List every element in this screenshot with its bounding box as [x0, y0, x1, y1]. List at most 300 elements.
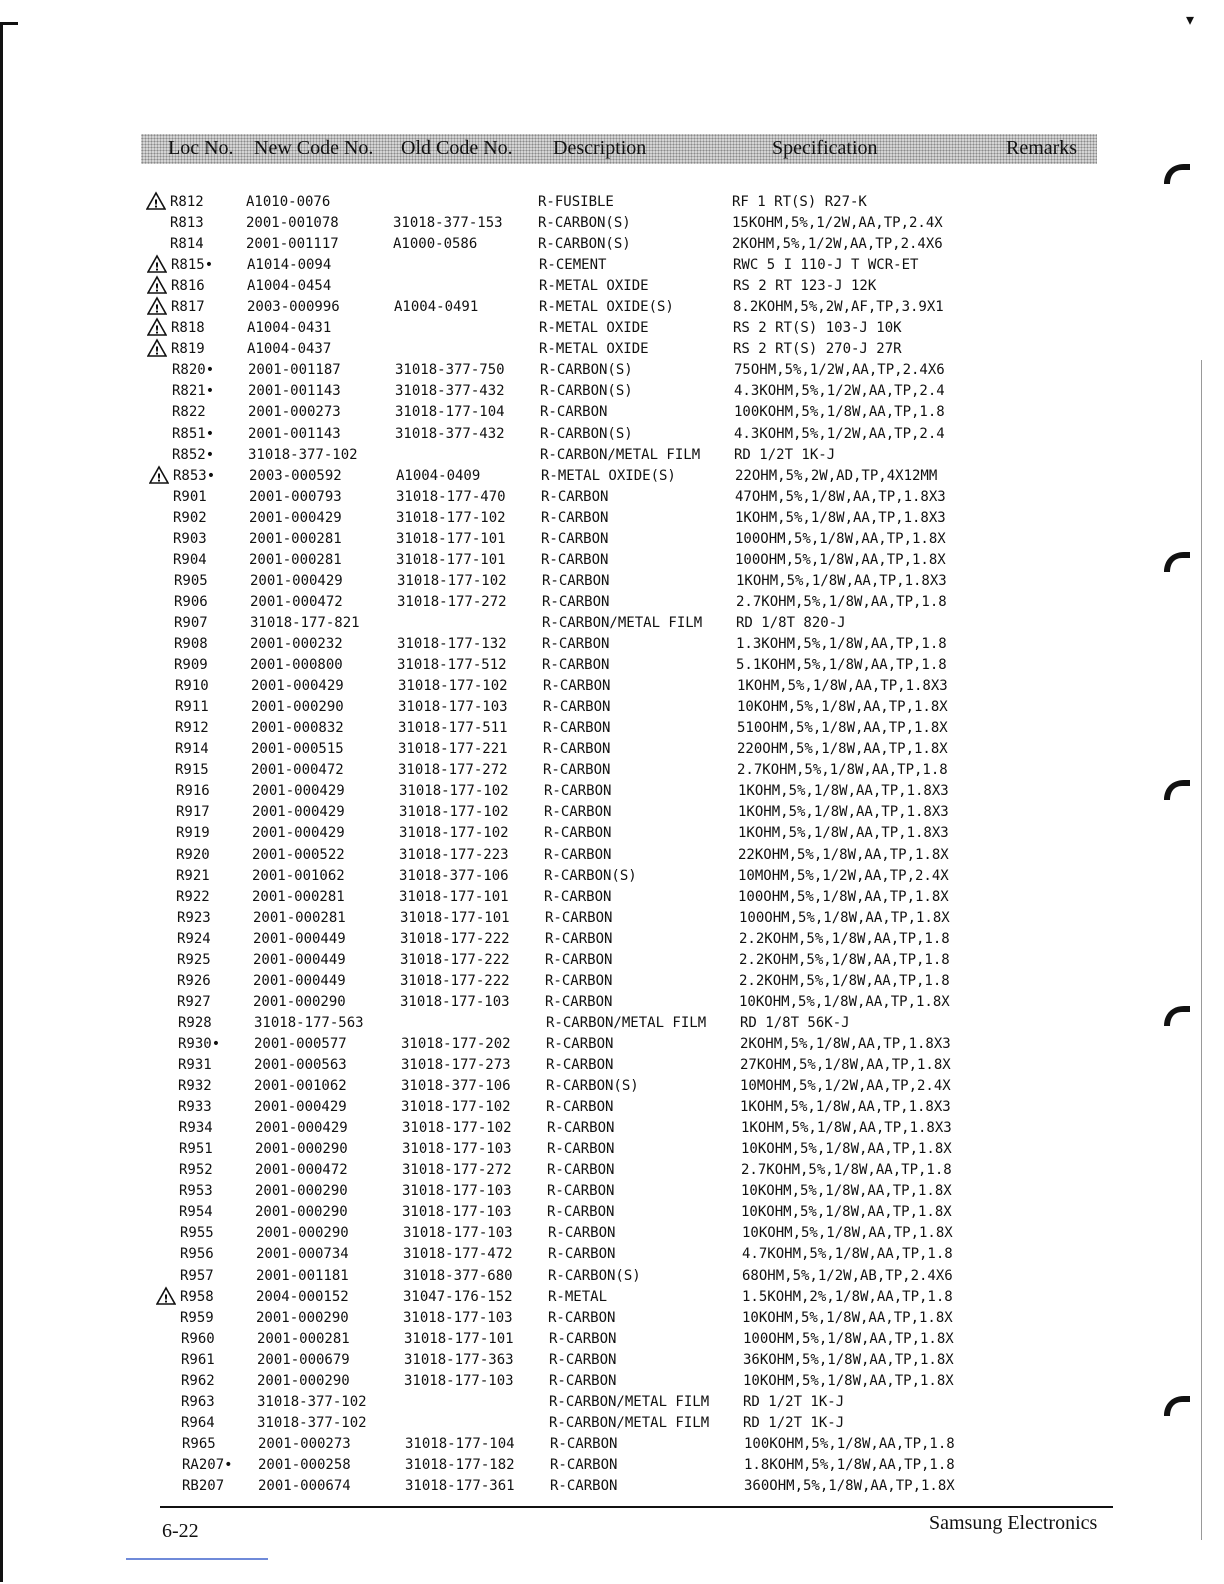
description-cell: R-CARBON	[549, 1373, 617, 1389]
description-cell: R-CARBON	[544, 889, 612, 905]
old-code-cell: 31018-177-132	[397, 636, 507, 652]
old-code-cell: 31018-377-432	[395, 383, 505, 399]
new-code-cell: 2001-000472	[250, 594, 343, 610]
new-code-cell: 2001-000449	[253, 952, 346, 968]
new-code-cell: 2001-000290	[253, 994, 346, 1010]
loc-no-cell: R908	[174, 636, 208, 652]
description-cell: R-CARBON	[546, 1057, 614, 1073]
specification-cell: 10KOHM,5%,1/8W,AA,TP,1.8X	[737, 699, 948, 715]
header-remarks: Remarks	[1006, 137, 1078, 159]
loc-no-cell: R922	[176, 889, 210, 905]
old-code-cell: 31018-377-432	[395, 426, 505, 442]
new-code-cell: 2004-000152	[256, 1289, 349, 1305]
specification-cell: 10KOHM,5%,1/8W,AA,TP,1.8X	[743, 1373, 954, 1389]
specification-cell: 22OHM,5%,2W,AD,TP,4X12MM	[735, 468, 938, 484]
old-code-cell: 31018-177-103	[402, 1204, 512, 1220]
specification-cell: 10KOHM,5%,1/8W,AA,TP,1.8X	[742, 1310, 953, 1326]
description-cell: R-CARBON(S)	[544, 868, 637, 884]
new-code-cell: 2001-000281	[253, 910, 346, 926]
description-cell: R-CARBON	[546, 1099, 614, 1115]
new-code-cell: 2001-001078	[246, 215, 339, 231]
new-code-cell: 2001-000832	[251, 720, 344, 736]
right-edge-line	[1201, 360, 1202, 1540]
specification-cell: 10KOHM,5%,1/8W,AA,TP,1.8X	[741, 1183, 952, 1199]
loc-no-cell: R903	[173, 531, 207, 547]
specification-cell: 100OHM,5%,1/8W,AA,TP,1.8X	[739, 910, 950, 926]
description-cell: R-CARBON	[543, 720, 611, 736]
loc-no-cell: R813	[170, 215, 204, 231]
loc-no-cell: R815•	[171, 257, 214, 273]
company-name: Samsung Electronics	[929, 1512, 1098, 1534]
description-cell: R-CARBON	[545, 910, 613, 926]
specification-cell: RD 1/8T 820-J	[736, 615, 846, 631]
specification-cell: 4.7KOHM,5%,1/8W,AA,TP,1.8	[742, 1246, 953, 1262]
description-cell: R-CARBON(S)	[546, 1078, 639, 1094]
specification-cell: 1KOHM,5%,1/8W,AA,TP,1.8X3	[737, 678, 948, 694]
description-cell: R-CARBON	[541, 510, 609, 526]
header-specification: Specification	[772, 137, 878, 159]
old-code-cell: 31018-177-272	[397, 594, 507, 610]
loc-no-cell: R932	[178, 1078, 212, 1094]
loc-no-cell: R931	[178, 1057, 212, 1073]
new-code-cell: 2001-000232	[250, 636, 343, 652]
specification-cell: 2.7KOHM,5%,1/8W,AA,TP,1.8	[736, 594, 947, 610]
old-code-cell: A1004-0491	[394, 299, 479, 315]
specification-cell: 510OHM,5%,1/8W,AA,TP,1.8X	[737, 720, 948, 736]
new-code-cell: 2001-000429	[252, 783, 345, 799]
old-code-cell: 31018-377-106	[401, 1078, 511, 1094]
safety-warning-icon	[147, 317, 167, 337]
old-code-cell: A1004-0409	[396, 468, 481, 484]
new-code-cell: 31018-377-102	[248, 447, 358, 463]
binder-hole-mark	[1160, 1392, 1194, 1418]
svg-text:!: !	[154, 281, 160, 295]
safety-warning-icon	[147, 296, 167, 316]
description-cell: R-CARBON	[542, 636, 610, 652]
loc-no-cell: R951	[179, 1141, 213, 1157]
specification-cell: RS 2 RT 123-J 12K	[733, 278, 877, 294]
description-cell: R-CARBON	[544, 825, 612, 841]
description-cell: R-FUSIBLE	[538, 194, 614, 210]
loc-no-cell: R902	[173, 510, 207, 526]
loc-no-cell: R914	[175, 741, 209, 757]
new-code-cell: 2003-000996	[247, 299, 340, 315]
new-code-cell: 2001-000273	[258, 1436, 351, 1452]
svg-text:!: !	[154, 260, 160, 274]
loc-no-cell: R926	[177, 973, 211, 989]
description-cell: R-CARBON	[543, 762, 611, 778]
old-code-cell: 31018-177-511	[398, 720, 508, 736]
new-code-cell: A1014-0094	[247, 257, 332, 273]
new-code-cell: 31018-377-102	[257, 1394, 367, 1410]
description-cell: R-CARBON	[545, 994, 613, 1010]
scan-artifact-line	[126, 1558, 268, 1560]
loc-no-cell: R924	[177, 931, 211, 947]
new-code-cell: 2001-000449	[253, 973, 346, 989]
binding-edge-left	[0, 22, 3, 1582]
page-number: 6-22	[162, 1520, 199, 1542]
new-code-cell: 2001-000290	[251, 699, 344, 715]
new-code-cell: 31018-177-563	[254, 1015, 364, 1031]
specification-cell: 68OHM,5%,1/2W,AB,TP,2.4X6	[742, 1268, 953, 1284]
specification-cell: 2.7KOHM,5%,1/8W,AA,TP,1.8	[737, 762, 948, 778]
specification-cell: 360OHM,5%,1/8W,AA,TP,1.8X	[744, 1478, 955, 1494]
specification-cell: 10MOHM,5%,1/2W,AA,TP,2.4X	[740, 1078, 951, 1094]
description-cell: R-CARBON	[545, 973, 613, 989]
specification-cell: 2.2KOHM,5%,1/8W,AA,TP,1.8	[739, 952, 950, 968]
old-code-cell: 31047-176-152	[403, 1289, 513, 1305]
specification-cell: 75OHM,5%,1/2W,AA,TP,2.4X6	[734, 362, 945, 378]
specification-cell: 2.2KOHM,5%,1/8W,AA,TP,1.8	[739, 931, 950, 947]
loc-no-cell: R953	[179, 1183, 213, 1199]
svg-text:!: !	[154, 323, 160, 337]
safety-warning-icon	[156, 1286, 176, 1306]
description-cell: R-CEMENT	[539, 257, 607, 273]
specification-cell: 10KOHM,5%,1/8W,AA,TP,1.8X	[739, 994, 950, 1010]
old-code-cell: 31018-177-222	[400, 952, 510, 968]
specification-cell: 100KOHM,5%,1/8W,AA,TP,1.8	[734, 404, 945, 420]
description-cell: R-CARBON	[547, 1204, 615, 1220]
description-cell: R-CARBON	[549, 1331, 617, 1347]
old-code-cell: 31018-177-102	[399, 825, 509, 841]
description-cell: R-CARBON	[550, 1457, 618, 1473]
loc-no-cell: R851•	[172, 426, 215, 442]
old-code-cell: 31018-177-361	[405, 1478, 515, 1494]
loc-no-cell: R821•	[172, 383, 215, 399]
description-cell: R-CARBON	[550, 1436, 618, 1452]
description-cell: R-CARBON	[542, 657, 610, 673]
description-cell: R-CARBON	[548, 1225, 616, 1241]
specification-cell: RS 2 RT(S) 103-J 10K	[733, 320, 902, 336]
description-cell: R-CARBON	[550, 1478, 618, 1494]
footer-rule	[160, 1506, 1113, 1508]
old-code-cell: 31018-177-101	[400, 910, 510, 926]
new-code-cell: 2001-000734	[256, 1246, 349, 1262]
specification-cell: 1.8KOHM,5%,1/8W,AA,TP,1.8	[744, 1457, 955, 1473]
old-code-cell: 31018-177-101	[396, 552, 506, 568]
old-code-cell: 31018-177-103	[403, 1310, 513, 1326]
specification-cell: 1KOHM,5%,1/8W,AA,TP,1.8X3	[738, 804, 949, 820]
description-cell: R-METAL OXIDE	[539, 320, 649, 336]
description-cell: R-CARBON	[547, 1183, 615, 1199]
specification-cell: 2.7KOHM,5%,1/8W,AA,TP,1.8	[741, 1162, 952, 1178]
description-cell: R-METAL OXIDE(S)	[539, 299, 674, 315]
description-cell: R-CARBON/METAL FILM	[542, 615, 703, 631]
specification-cell: 4.3KOHM,5%,1/2W,AA,TP,2.4	[734, 426, 945, 442]
loc-no-cell: R814	[170, 236, 204, 252]
description-cell: R-CARBON	[545, 952, 613, 968]
loc-no-cell: R817	[171, 299, 205, 315]
binder-hole-mark	[1160, 548, 1194, 574]
loc-no-cell: R958	[180, 1289, 214, 1305]
new-code-cell: 2001-000563	[254, 1057, 347, 1073]
safety-warning-icon	[147, 338, 167, 358]
new-code-cell: 2001-000429	[249, 510, 342, 526]
old-code-cell: 31018-177-102	[399, 804, 509, 820]
description-cell: R-CARBON	[547, 1120, 615, 1136]
new-code-cell: 2001-000290	[255, 1141, 348, 1157]
description-cell: R-CARBON(S)	[540, 362, 633, 378]
header-old-code-no: Old Code No.	[401, 137, 513, 159]
binder-hole-mark	[1160, 1002, 1194, 1028]
description-cell: R-CARBON	[545, 931, 613, 947]
old-code-cell: 31018-177-182	[405, 1457, 515, 1473]
old-code-cell: 31018-177-101	[396, 531, 506, 547]
loc-no-cell: R853•	[173, 468, 216, 484]
new-code-cell: 31018-377-102	[257, 1415, 367, 1431]
specification-cell: 27KOHM,5%,1/8W,AA,TP,1.8X	[740, 1057, 951, 1073]
description-cell: R-CARBON(S)	[540, 383, 633, 399]
description-cell: R-CARBON	[547, 1162, 615, 1178]
new-code-cell: 2001-000290	[256, 1310, 349, 1326]
description-cell: R-CARBON/METAL FILM	[549, 1415, 710, 1431]
specification-cell: 5.1KOHM,5%,1/8W,AA,TP,1.8	[736, 657, 947, 673]
specification-cell: 8.2KOHM,5%,2W,AF,TP,3.9X1	[733, 299, 944, 315]
loc-no-cell: R962	[181, 1373, 215, 1389]
svg-text:!: !	[156, 471, 162, 485]
old-code-cell: 31018-177-103	[400, 994, 510, 1010]
specification-cell: 1.3KOHM,5%,1/8W,AA,TP,1.8	[736, 636, 947, 652]
loc-no-cell: R930•	[178, 1036, 221, 1052]
new-code-cell: 2001-001117	[246, 236, 339, 252]
specification-cell: 2KOHM,5%,1/8W,AA,TP,1.8X3	[740, 1036, 951, 1052]
new-code-cell: A1004-0437	[247, 341, 332, 357]
old-code-cell: 31018-377-750	[395, 362, 505, 378]
old-code-cell: 31018-177-102	[402, 1120, 512, 1136]
loc-no-cell: R901	[173, 489, 207, 505]
loc-no-cell: R819	[171, 341, 205, 357]
old-code-cell: 31018-177-103	[398, 699, 508, 715]
specification-cell: 1.5KOHM,2%,1/8W,AA,TP,1.8	[742, 1289, 953, 1305]
specification-cell: 100OHM,5%,1/8W,AA,TP,1.8X	[735, 552, 946, 568]
header-description: Description	[553, 137, 647, 159]
loc-no-cell: RB207	[182, 1478, 225, 1494]
old-code-cell: 31018-177-102	[397, 573, 507, 589]
old-code-cell: 31018-177-103	[402, 1141, 512, 1157]
specification-cell: RD 1/8T 56K-J	[740, 1015, 850, 1031]
old-code-cell: 31018-177-472	[403, 1246, 513, 1262]
specification-cell: 220OHM,5%,1/8W,AA,TP,1.8X	[737, 741, 948, 757]
loc-no-cell: R915	[175, 762, 209, 778]
new-code-cell: 2001-000429	[254, 1099, 347, 1115]
specification-cell: 2KOHM,5%,1/2W,AA,TP,2.4X6	[732, 236, 943, 252]
specification-cell: 100KOHM,5%,1/8W,AA,TP,1.8	[744, 1436, 955, 1452]
old-code-cell: 31018-177-102	[398, 678, 508, 694]
new-code-cell: 2001-000429	[252, 825, 345, 841]
old-code-cell: 31018-177-272	[398, 762, 508, 778]
svg-text:!: !	[154, 302, 160, 316]
loc-no-cell: R956	[180, 1246, 214, 1262]
loc-no-cell: R923	[177, 910, 211, 926]
description-cell: R-CARBON	[541, 552, 609, 568]
description-cell: R-CARBON/METAL FILM	[549, 1394, 710, 1410]
new-code-cell: 2001-001181	[256, 1268, 349, 1284]
description-cell: R-CARBON	[544, 804, 612, 820]
description-cell: R-CARBON(S)	[538, 215, 631, 231]
loc-no-cell: R816	[171, 278, 205, 294]
loc-no-cell: R959	[180, 1310, 214, 1326]
loc-no-cell: R954	[179, 1204, 213, 1220]
header-new-code-no: New Code No.	[254, 137, 374, 159]
corner-mark: ▾	[1186, 10, 1195, 29]
specification-cell: 10KOHM,5%,1/8W,AA,TP,1.8X	[742, 1225, 953, 1241]
new-code-cell: 2001-000281	[252, 889, 345, 905]
loc-no-cell: R820•	[172, 362, 215, 378]
old-code-cell: 31018-177-202	[401, 1036, 511, 1052]
old-code-cell: 31018-177-273	[401, 1057, 511, 1073]
old-code-cell: 31018-177-512	[397, 657, 507, 673]
description-cell: R-CARBON	[548, 1246, 616, 1262]
description-cell: R-CARBON(S)	[538, 236, 631, 252]
description-cell: R-CARBON	[543, 741, 611, 757]
loc-no-cell: RA207•	[182, 1457, 233, 1473]
binder-hole-mark	[1160, 160, 1194, 186]
old-code-cell: 31018-377-153	[393, 215, 503, 231]
old-code-cell: 31018-177-221	[398, 741, 508, 757]
loc-no-cell: R917	[176, 804, 210, 820]
loc-no-cell: R911	[175, 699, 209, 715]
specification-cell: 10MOHM,5%,1/2W,AA,TP,2.4X	[738, 868, 949, 884]
new-code-cell: 2001-000258	[258, 1457, 351, 1473]
specification-cell: RF 1 RT(S) R27-K	[732, 194, 867, 210]
specification-cell: RWC 5 I 110-J T WCR-ET	[733, 257, 919, 273]
specification-cell: 15KOHM,5%,1/2W,AA,TP,2.4X	[732, 215, 943, 231]
new-code-cell: 2001-000273	[248, 404, 341, 420]
new-code-cell: A1004-0431	[247, 320, 332, 336]
description-cell: R-METAL	[548, 1289, 608, 1305]
loc-no-cell: R957	[180, 1268, 214, 1284]
loc-no-cell: R906	[174, 594, 208, 610]
old-code-cell: 31018-177-223	[399, 847, 509, 863]
description-cell: R-CARBON	[540, 404, 608, 420]
new-code-cell: 2001-001143	[248, 426, 341, 442]
old-code-cell: 31018-177-222	[400, 931, 510, 947]
loc-no-cell: R964	[181, 1415, 215, 1431]
specification-cell: 100OHM,5%,1/8W,AA,TP,1.8X	[743, 1331, 954, 1347]
description-cell: R-CARBON	[548, 1310, 616, 1326]
specification-cell: RD 1/2T 1K-J	[743, 1415, 845, 1431]
specification-cell: RD 1/2T 1K-J	[734, 447, 836, 463]
loc-no-cell: R928	[178, 1015, 212, 1031]
specification-cell: 10KOHM,5%,1/8W,AA,TP,1.8X	[741, 1141, 952, 1157]
loc-no-cell: R961	[181, 1352, 215, 1368]
old-code-cell: 31018-177-101	[399, 889, 509, 905]
description-cell: R-CARBON	[544, 847, 612, 863]
loc-no-cell: R960	[181, 1331, 215, 1347]
safety-warning-icon	[146, 191, 166, 211]
description-cell: R-CARBON	[542, 573, 610, 589]
old-code-cell: 31018-177-102	[399, 783, 509, 799]
new-code-cell: 2001-000281	[249, 552, 342, 568]
description-cell: R-CARBON(S)	[540, 426, 633, 442]
specification-cell: 100OHM,5%,1/8W,AA,TP,1.8X	[735, 531, 946, 547]
safety-warning-icon	[149, 465, 169, 485]
old-code-cell: 31018-377-106	[399, 868, 509, 884]
loc-no-cell: R852•	[172, 447, 215, 463]
loc-no-cell: R818	[171, 320, 205, 336]
description-cell: R-CARBON(S)	[548, 1268, 641, 1284]
specification-cell: 1KOHM,5%,1/8W,AA,TP,1.8X3	[740, 1099, 951, 1115]
old-code-cell: 31018-177-363	[404, 1352, 514, 1368]
new-code-cell: 2001-000449	[253, 931, 346, 947]
old-code-cell: 31018-177-470	[396, 489, 506, 505]
new-code-cell: 2001-001062	[254, 1078, 347, 1094]
new-code-cell: 2001-000793	[249, 489, 342, 505]
description-cell: R-CARBON/METAL FILM	[540, 447, 701, 463]
loc-no-cell: R955	[180, 1225, 214, 1241]
header-loc-no: Loc No.	[168, 137, 234, 159]
loc-no-cell: R919	[176, 825, 210, 841]
old-code-cell: 31018-177-104	[405, 1436, 515, 1452]
loc-no-cell: R920	[176, 847, 210, 863]
specification-cell: 1KOHM,5%,1/8W,AA,TP,1.8X3	[738, 825, 949, 841]
description-cell: R-CARBON	[544, 783, 612, 799]
safety-warning-icon	[147, 275, 167, 295]
loc-no-cell: R916	[176, 783, 210, 799]
description-cell: R-CARBON	[549, 1352, 617, 1368]
specification-cell: RS 2 RT(S) 270-J 27R	[733, 341, 902, 357]
description-cell: R-METAL OXIDE(S)	[541, 468, 676, 484]
loc-no-cell: R907	[174, 615, 208, 631]
new-code-cell: A1004-0454	[247, 278, 332, 294]
description-cell: R-CARBON	[543, 699, 611, 715]
loc-no-cell: R952	[179, 1162, 213, 1178]
loc-no-cell: R912	[175, 720, 209, 736]
old-code-cell: 31018-177-222	[400, 973, 510, 989]
safety-warning-icon	[147, 254, 167, 274]
specification-cell: 1KOHM,5%,1/8W,AA,TP,1.8X3	[741, 1120, 952, 1136]
old-code-cell: 31018-177-102	[401, 1099, 511, 1115]
old-code-cell: 31018-177-101	[404, 1331, 514, 1347]
old-code-cell: 31018-177-102	[396, 510, 506, 526]
description-cell: R-CARBON	[546, 1036, 614, 1052]
new-code-cell: 2001-000281	[257, 1331, 350, 1347]
specification-cell: 10KOHM,5%,1/8W,AA,TP,1.8X	[741, 1204, 952, 1220]
old-code-cell: 31018-177-103	[404, 1373, 514, 1389]
specification-cell: 4.3KOHM,5%,1/2W,AA,TP,2.4	[734, 383, 945, 399]
description-cell: R-CARBON/METAL FILM	[546, 1015, 707, 1031]
new-code-cell: 2001-000429	[252, 804, 345, 820]
new-code-cell: 2001-000522	[252, 847, 345, 863]
specification-cell: 1KOHM,5%,1/8W,AA,TP,1.8X3	[738, 783, 949, 799]
loc-no-cell: R904	[173, 552, 207, 568]
svg-text:!: !	[163, 1292, 169, 1306]
loc-no-cell: R925	[177, 952, 211, 968]
new-code-cell: 2001-000290	[256, 1225, 349, 1241]
loc-no-cell: R934	[179, 1120, 213, 1136]
loc-no-cell: R905	[174, 573, 208, 589]
description-cell: R-CARBON	[543, 678, 611, 694]
description-cell: R-METAL OXIDE	[539, 341, 649, 357]
loc-no-cell: R965	[182, 1436, 216, 1452]
specification-cell: 100OHM,5%,1/8W,AA,TP,1.8X	[738, 889, 949, 905]
new-code-cell: 2001-000429	[251, 678, 344, 694]
new-code-cell: 2003-000592	[249, 468, 342, 484]
new-code-cell: 2001-000290	[257, 1373, 350, 1389]
description-cell: R-CARBON	[547, 1141, 615, 1157]
new-code-cell: 2001-001187	[248, 362, 341, 378]
old-code-cell: 31018-177-104	[395, 404, 505, 420]
specification-cell: 36KOHM,5%,1/8W,AA,TP,1.8X	[743, 1352, 954, 1368]
description-cell: R-METAL OXIDE	[539, 278, 649, 294]
new-code-cell: 2001-001062	[252, 868, 345, 884]
old-code-cell: 31018-177-103	[403, 1225, 513, 1241]
svg-text:!: !	[154, 344, 160, 358]
loc-no-cell: R927	[177, 994, 211, 1010]
specification-cell: RD 1/2T 1K-J	[743, 1394, 845, 1410]
loc-no-cell: R921	[176, 868, 210, 884]
new-code-cell: 2001-000290	[255, 1204, 348, 1220]
